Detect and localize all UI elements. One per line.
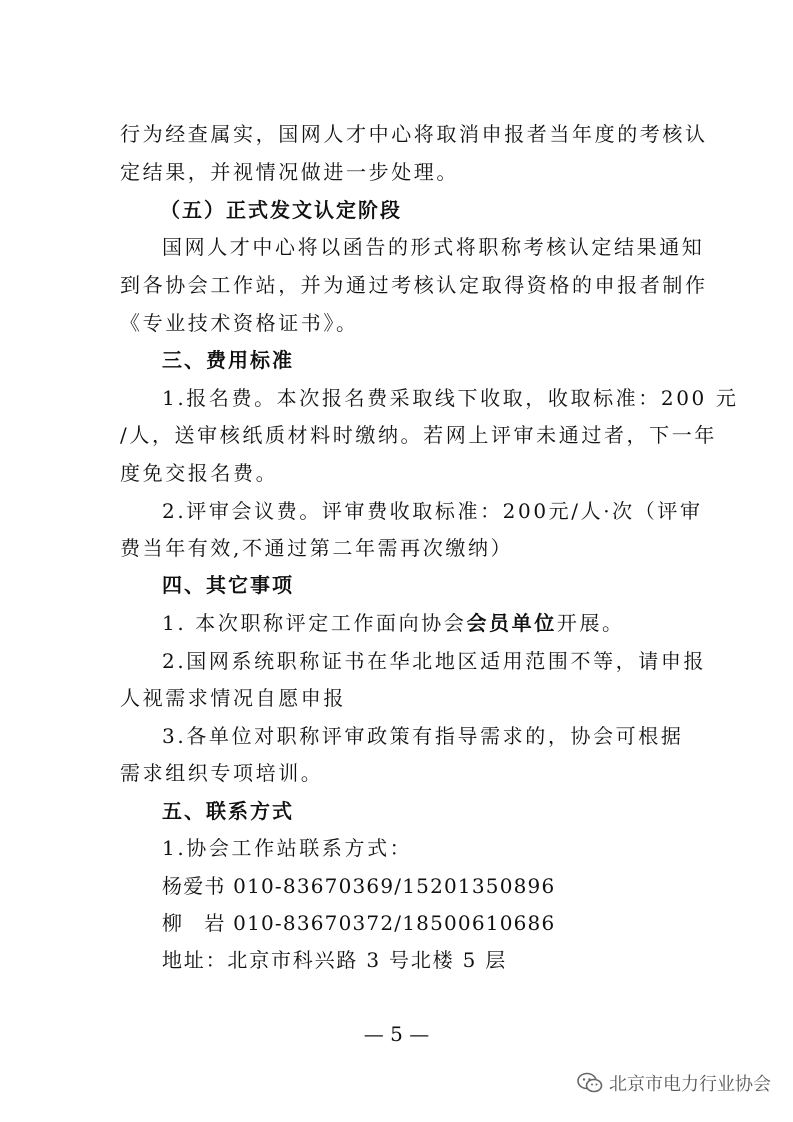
paragraph-line: 1.协会工作站联系方式： bbox=[162, 836, 413, 860]
contact-line: 杨爱书 010-83670369/15201350896 bbox=[162, 874, 556, 898]
paragraph-line: 1.报名费。本次报名费采取线下收取，收取标准：200 元 bbox=[162, 386, 739, 410]
section-heading: 三、费用标准 bbox=[162, 348, 294, 372]
paragraph-line: 《专业技术资格证书》。 bbox=[120, 311, 359, 335]
paragraph-line: 定结果，并视情况做进一步处理。 bbox=[120, 160, 459, 184]
watermark bbox=[577, 1070, 771, 1096]
paragraph-line: 到各协会工作站，并为通过考核认定取得资格的申报者制作 bbox=[120, 273, 708, 297]
page-number: — 5 — bbox=[363, 1022, 430, 1046]
paragraph-line: 国网人才中心将以函告的形式将职称考核认定结果通知 bbox=[162, 235, 705, 259]
address-line: 地址：北京市科兴路 3 号北楼 5 层 bbox=[162, 948, 508, 972]
paragraph-line: 2.国网系统职称证书在华北地区适用范围不等，请申报 bbox=[162, 649, 707, 673]
paragraph-line: 行为经查属实，国网人才中心将取消申报者当年度的考核认 bbox=[120, 122, 708, 146]
section-heading: （五）正式发文认定阶段 bbox=[160, 198, 402, 222]
paragraph-line: 人视需求情况自愿申报 bbox=[120, 686, 346, 710]
paragraph-line: 需求组织专项培训。 bbox=[120, 761, 324, 785]
text-span: 1. 本次职称评定工作面向协会 bbox=[162, 611, 467, 635]
section-heading: 四、其它事项 bbox=[162, 573, 294, 597]
paragraph-line bbox=[162, 609, 625, 637]
section-heading: 五、联系方式 bbox=[162, 799, 294, 823]
paragraph-line: 度免交报名费。 bbox=[120, 461, 279, 485]
emphasis-text: 会员单位 bbox=[466, 611, 557, 635]
watermark-text: 北京市电力行业协会 bbox=[609, 1074, 771, 1095]
paragraph-line: 3.各单位对职称评审政策有指导需求的，协会可根据 bbox=[162, 724, 684, 748]
paragraph-line: 2.评审会议费。评审费收取标准：200元/人·次（评审 bbox=[162, 499, 703, 523]
paragraph-line: 费当年有效,不通过第二年需再次缴纳） bbox=[120, 536, 514, 560]
wechat-icon bbox=[577, 1072, 603, 1094]
contact-line: 柳 岩 010-83670372/18500610686 bbox=[162, 911, 556, 935]
text-span: 开展。 bbox=[556, 611, 625, 635]
paragraph-line: /人，送审核纸质材料时缴纳。若网上评审未通过者，下一年 bbox=[120, 423, 717, 447]
